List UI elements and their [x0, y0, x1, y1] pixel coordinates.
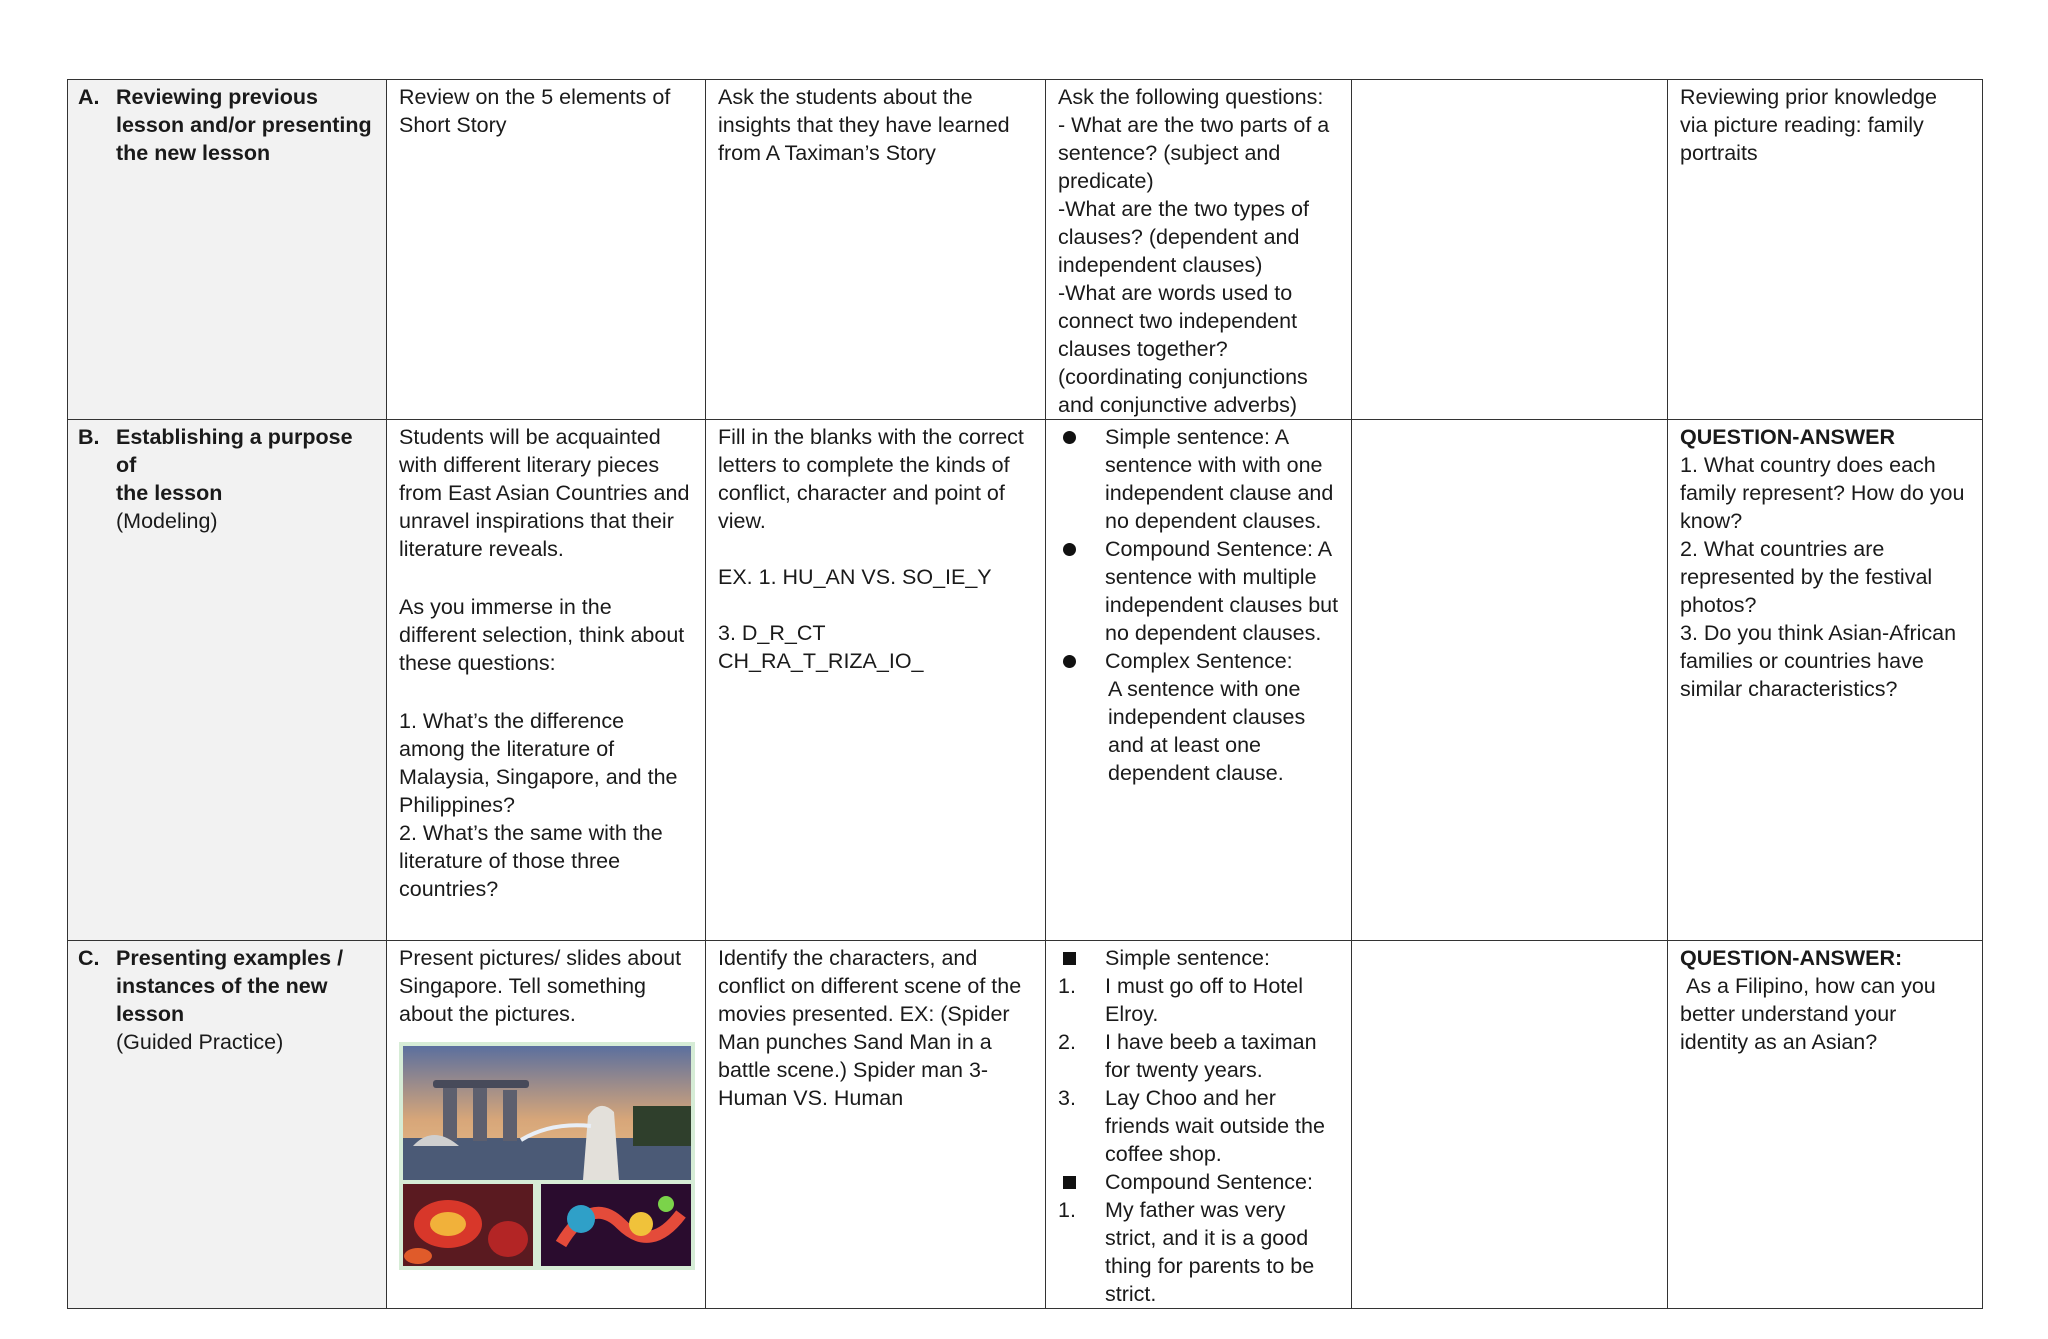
- question-item: 2. What’s the same with the literature of those three countries?: [399, 821, 663, 901]
- bullet-icon: [1063, 543, 1076, 556]
- singapore-photo-collage: [399, 1042, 695, 1270]
- list-item: Simple sentence: A sentence with with one independent clause and no dependent clauses.: [1058, 423, 1339, 535]
- square-bullet-icon: [1063, 1176, 1076, 1189]
- sentence-example-list: [1058, 944, 1339, 1308]
- cell-text: Review on the 5 elements of Short Story: [399, 85, 671, 137]
- exercise-item: 3. D_R_CT CH_RA_T_RIZA_IO_: [718, 621, 924, 673]
- table-cell: [387, 941, 706, 1309]
- cell-text: Ask the students about the insights that they have learned from A Taximan’s Story: [718, 85, 1010, 165]
- table-row: [68, 420, 1983, 941]
- question-item: 2. What countries are represented by the festival photos?: [1680, 537, 1933, 617]
- list-item: Compound Sentence: A sentence with multiple independent clauses but no dependent clauses.: [1058, 535, 1339, 647]
- row-label-line: the new lesson: [116, 141, 271, 165]
- question-item: -What are the two types of clauses? (dependent and independent clauses): [1058, 197, 1309, 277]
- list-item: 1. I must go off to Hotel Elroy.: [1058, 974, 1303, 1026]
- table-cell: [1046, 941, 1352, 1309]
- bullet-icon: [1063, 431, 1076, 444]
- table-cell: [706, 941, 1046, 1309]
- list-heading: Compound Sentence:: [1058, 1168, 1339, 1196]
- row-label-cell: [68, 420, 387, 941]
- table-cell: [387, 420, 706, 941]
- list-heading: Simple sentence:: [1058, 944, 1339, 972]
- row-letter: A.: [78, 85, 100, 109]
- row-letter: B.: [78, 425, 100, 449]
- cell-text: As you immerse in the different selection, think about these questions:: [399, 595, 685, 675]
- square-bullet-icon: [1063, 952, 1076, 965]
- row-label-line: Reviewing previous: [116, 85, 318, 109]
- table-cell: [1668, 420, 1983, 941]
- cell-text: Present pictures/ slides about Singapore. Tell something about the pictures.: [399, 946, 682, 1026]
- question-item: -What are words used to connect two independent clauses together? (coordinating conjunctions and conjunctive adverbs): [1058, 281, 1308, 417]
- list-item: Complex Sentence:: [1058, 647, 1339, 675]
- table-cell: [1668, 941, 1983, 1309]
- cell-text: Reviewing prior knowledge via picture reading: family portraits: [1680, 85, 1937, 165]
- section-heading: QUESTION-ANSWER:: [1680, 946, 1903, 970]
- cell-text: Students will be acquainted with different literary pieces from East Asian Countries and unravel inspirations that their literature reveals.: [399, 425, 690, 561]
- row-label-cell: [68, 941, 387, 1309]
- festival-dragon-photo: [541, 1184, 691, 1266]
- table-cell: [1046, 420, 1352, 941]
- festival-lantern-photo: [403, 1184, 533, 1266]
- list-item: A sentence with one independent clauses and at least one dependent clause.: [1108, 677, 1306, 785]
- table-cell: [1046, 80, 1352, 420]
- bullet-icon: [1063, 655, 1076, 668]
- cell-text: Fill in the blanks with the correct letters to complete the kinds of conflict, character and point of view.: [718, 425, 1024, 533]
- row-label-line: lesson and/or presenting: [116, 113, 372, 137]
- table-cell: [1668, 80, 1983, 420]
- row-label-cell: [68, 80, 387, 420]
- cell-text: As a Filipino, how can you better understand your identity as an Asian?: [1680, 974, 1942, 1054]
- table-cell: [387, 80, 706, 420]
- cell-text: Ask the following questions:: [1058, 85, 1324, 109]
- question-item: 1. What’s the difference among the literature of Malaysia, Singapore, and the Philippines?: [399, 709, 678, 817]
- exercise-item: EX. 1. HU_AN VS. SO_IE_Y: [718, 565, 992, 589]
- row-label-line: instances of the new: [116, 974, 328, 998]
- empty-cell: [1352, 420, 1668, 941]
- table-row: [68, 941, 1983, 1309]
- bullet-list: [1058, 423, 1339, 787]
- list-item: 1. My father was very strict, and it is a good thing for parents to be strict.: [1058, 1198, 1315, 1306]
- table-cell: [706, 80, 1046, 420]
- question-item: 1. What country does each family represent? How do you know?: [1680, 453, 1965, 533]
- table-cell: [706, 420, 1046, 941]
- list-item: 3. Lay Choo and her friends wait outside the coffee shop.: [1058, 1086, 1325, 1166]
- table-row: [68, 80, 1983, 420]
- question-item: 3. Do you think Asian-African families or countries have similar characteristics?: [1680, 621, 1957, 701]
- list-item: 2. I have beeb a taximan for twenty years.: [1058, 1030, 1317, 1082]
- row-label-line: lesson: [116, 1002, 185, 1026]
- question-item: - What are the two parts of a sentence? (subject and predicate): [1058, 113, 1330, 193]
- marina-bay-photo: [403, 1046, 691, 1180]
- row-label-sub: (Modeling): [116, 509, 218, 533]
- row-letter: C.: [78, 946, 100, 970]
- section-heading: QUESTION-ANSWER: [1680, 425, 1895, 449]
- row-label-sub: (Guided Practice): [116, 1030, 284, 1054]
- empty-cell: [1352, 80, 1668, 420]
- row-label-line: the lesson: [116, 481, 223, 505]
- row-label-line: Presenting examples /: [116, 946, 344, 970]
- row-label-line: Establishing a purpose of: [116, 425, 353, 477]
- lesson-plan-table: [67, 79, 1983, 1309]
- empty-cell: [1352, 941, 1668, 1309]
- cell-text: Identify the characters, and conflict on different scene of the movies presented. EX: (Spider Man punches Sand Man in a battle scene.) Spider man 3- Human VS. Human: [718, 946, 1022, 1110]
